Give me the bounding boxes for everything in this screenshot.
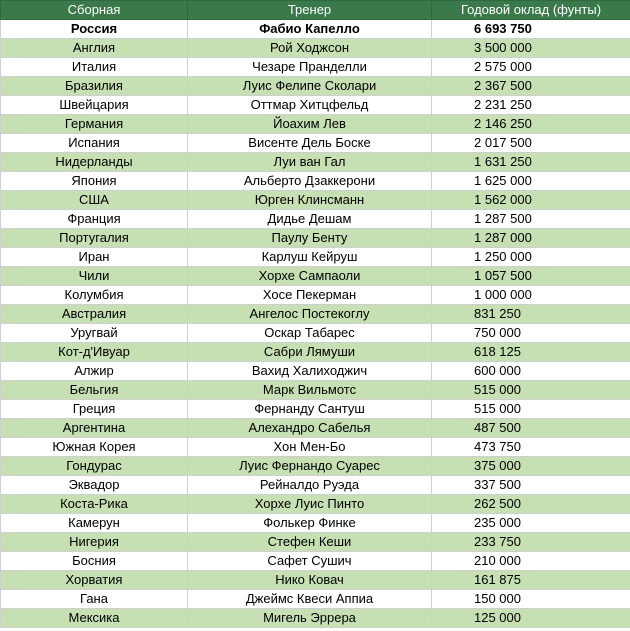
cell-salary: 2 017 500 xyxy=(432,134,630,153)
header-team: Сборная xyxy=(1,1,188,20)
cell-coach: Фолькер Финке xyxy=(188,514,432,533)
table-row xyxy=(1,267,630,286)
cell-team: Италия xyxy=(1,58,188,77)
cell-coach: Оскар Табарес xyxy=(188,324,432,343)
cell-coach: Чезаре Пранделли xyxy=(188,58,432,77)
cell-coach: Юрген Клинсманн xyxy=(188,191,432,210)
cell-team: Хорватия xyxy=(1,571,188,590)
table-row xyxy=(1,324,630,343)
table-row xyxy=(1,419,630,438)
cell-team: Иран xyxy=(1,248,188,267)
table-row xyxy=(1,305,630,324)
table-row xyxy=(1,457,630,476)
cell-team: Франция xyxy=(1,210,188,229)
cell-salary: 262 500 xyxy=(432,495,630,514)
cell-team: Коста-Рика xyxy=(1,495,188,514)
cell-coach: Стефен Кеши xyxy=(188,533,432,552)
cell-team: Гана xyxy=(1,590,188,609)
cell-coach: Джеймс Квеси Аппиа xyxy=(188,590,432,609)
cell-team: Алжир xyxy=(1,362,188,381)
cell-salary: 1 000 000 xyxy=(432,286,630,305)
cell-coach: Йоахим Лев xyxy=(188,115,432,134)
cell-coach: Паулу Бенту xyxy=(188,229,432,248)
cell-team: Япония xyxy=(1,172,188,191)
cell-team: Мексика xyxy=(1,609,188,628)
cell-team: Босния xyxy=(1,552,188,571)
cell-salary: 6 693 750 xyxy=(432,20,630,39)
cell-salary: 1 287 000 xyxy=(432,229,630,248)
cell-coach: Фабио Капелло xyxy=(188,20,432,39)
cell-coach: Дидье Дешам xyxy=(188,210,432,229)
cell-coach: Луис Фернандо Суарес xyxy=(188,457,432,476)
cell-coach: Алехандро Сабелья xyxy=(188,419,432,438)
cell-coach: Карлуш Кейруш xyxy=(188,248,432,267)
table-row xyxy=(1,210,630,229)
table-row xyxy=(1,134,630,153)
cell-team: Колумбия xyxy=(1,286,188,305)
cell-coach: Вахид Халиходжич xyxy=(188,362,432,381)
cell-coach: Фернанду Сантуш xyxy=(188,400,432,419)
cell-coach: Хон Мен-Бо xyxy=(188,438,432,457)
cell-team: Швейцария xyxy=(1,96,188,115)
table-row xyxy=(1,286,630,305)
cell-coach: Висенте Дель Боске xyxy=(188,134,432,153)
cell-salary: 750 000 xyxy=(432,324,630,343)
cell-team: Нидерланды xyxy=(1,153,188,172)
table-row xyxy=(1,248,630,267)
cell-team: Аргентина xyxy=(1,419,188,438)
cell-salary: 2 575 000 xyxy=(432,58,630,77)
cell-salary: 161 875 xyxy=(432,571,630,590)
table-row xyxy=(1,438,630,457)
cell-salary: 337 500 xyxy=(432,476,630,495)
cell-team: Гондурас xyxy=(1,457,188,476)
cell-coach: Рейналдо Руэда xyxy=(188,476,432,495)
cell-salary: 1 250 000 xyxy=(432,248,630,267)
cell-coach: Луи ван Гал xyxy=(188,153,432,172)
cell-team: Южная Корея xyxy=(1,438,188,457)
cell-team: Кот-д'Ивуар xyxy=(1,343,188,362)
cell-coach: Сабри Лямуши xyxy=(188,343,432,362)
cell-team: Эквадор xyxy=(1,476,188,495)
cell-coach: Ангелос Постекоглу xyxy=(188,305,432,324)
table-row xyxy=(1,58,630,77)
cell-coach: Хосе Пекерман xyxy=(188,286,432,305)
cell-salary: 233 750 xyxy=(432,533,630,552)
cell-team: Камерун xyxy=(1,514,188,533)
table-row xyxy=(1,609,630,628)
table-row xyxy=(1,96,630,115)
cell-coach: Рой Ходжсон xyxy=(188,39,432,58)
cell-team: Англия xyxy=(1,39,188,58)
header-salary: Годовой оклад (фунты) xyxy=(432,1,630,20)
cell-salary: 1 287 500 xyxy=(432,210,630,229)
cell-salary: 600 000 xyxy=(432,362,630,381)
cell-team: Россия xyxy=(1,20,188,39)
cell-salary: 831 250 xyxy=(432,305,630,324)
cell-coach: Альберто Дзаккерони xyxy=(188,172,432,191)
table-row xyxy=(1,77,630,96)
cell-salary: 1 631 250 xyxy=(432,153,630,172)
header-row xyxy=(1,1,630,20)
cell-coach: Оттмар Хитцфельд xyxy=(188,96,432,115)
cell-coach: Хорхе Луис Пинто xyxy=(188,495,432,514)
table-row xyxy=(1,191,630,210)
cell-salary: 618 125 xyxy=(432,343,630,362)
cell-team: Австралия xyxy=(1,305,188,324)
cell-coach: Луис Фелипе Сколари xyxy=(188,77,432,96)
table-row xyxy=(1,153,630,172)
cell-salary: 2 231 250 xyxy=(432,96,630,115)
cell-salary: 1 562 000 xyxy=(432,191,630,210)
cell-team: Нигерия xyxy=(1,533,188,552)
table-row xyxy=(1,229,630,248)
table-row xyxy=(1,533,630,552)
cell-salary: 150 000 xyxy=(432,590,630,609)
table-row xyxy=(1,172,630,191)
cell-team: Бразилия xyxy=(1,77,188,96)
table-row xyxy=(1,476,630,495)
table-row xyxy=(1,571,630,590)
cell-coach: Хорхе Сампаоли xyxy=(188,267,432,286)
table-row xyxy=(1,514,630,533)
cell-team: Испания xyxy=(1,134,188,153)
cell-team: Уругвай xyxy=(1,324,188,343)
cell-salary: 210 000 xyxy=(432,552,630,571)
cell-salary: 3 500 000 xyxy=(432,39,630,58)
table-row xyxy=(1,39,630,58)
cell-salary: 515 000 xyxy=(432,400,630,419)
cell-team: Германия xyxy=(1,115,188,134)
cell-team: США xyxy=(1,191,188,210)
cell-salary: 1 625 000 xyxy=(432,172,630,191)
cell-salary: 1 057 500 xyxy=(432,267,630,286)
cell-salary: 2 146 250 xyxy=(432,115,630,134)
cell-team: Бельгия xyxy=(1,381,188,400)
cell-coach: Сафет Сушич xyxy=(188,552,432,571)
cell-team: Греция xyxy=(1,400,188,419)
cell-salary: 487 500 xyxy=(432,419,630,438)
table-row xyxy=(1,381,630,400)
cell-team: Чили xyxy=(1,267,188,286)
cell-coach: Нико Ковач xyxy=(188,571,432,590)
table-row xyxy=(1,590,630,609)
table-row xyxy=(1,495,630,514)
table-row xyxy=(1,552,630,571)
cell-salary: 375 000 xyxy=(432,457,630,476)
cell-coach: Мигель Эррера xyxy=(188,609,432,628)
cell-coach: Марк Вильмотс xyxy=(188,381,432,400)
table-row xyxy=(1,343,630,362)
cell-salary: 515 000 xyxy=(432,381,630,400)
cell-salary: 235 000 xyxy=(432,514,630,533)
table-row xyxy=(1,400,630,419)
header-coach: Тренер xyxy=(188,1,432,20)
table-row xyxy=(1,115,630,134)
table-row xyxy=(1,20,630,39)
cell-team: Португалия xyxy=(1,229,188,248)
cell-salary: 125 000 xyxy=(432,609,630,628)
table-row xyxy=(1,362,630,381)
cell-salary: 473 750 xyxy=(432,438,630,457)
cell-salary: 2 367 500 xyxy=(432,77,630,96)
